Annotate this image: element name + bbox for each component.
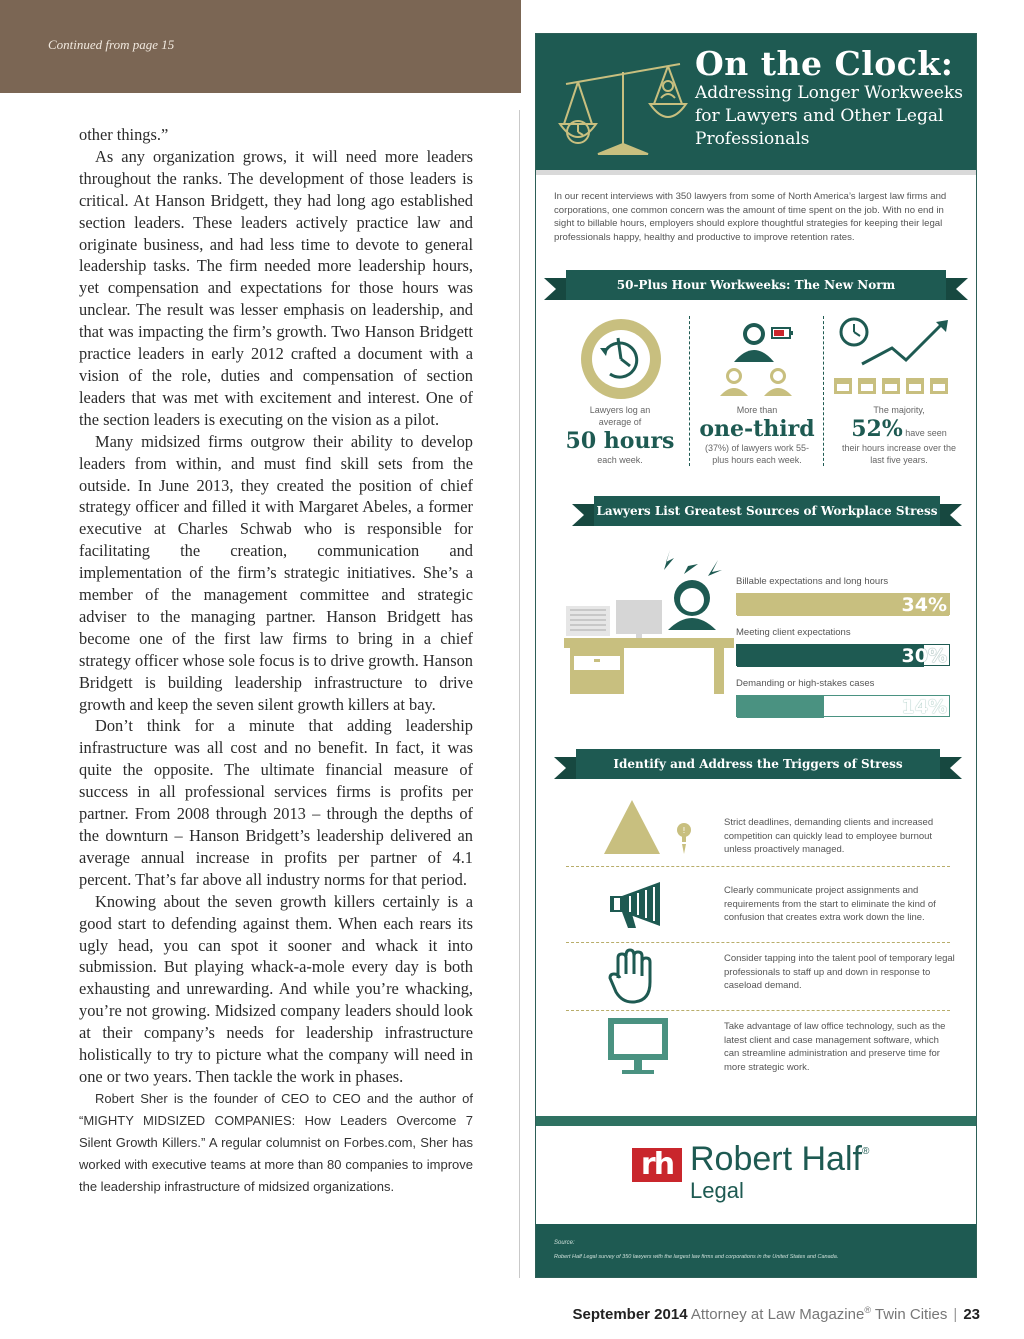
infographic-subtitle: Addressing Longer Workweeks for Lawyers and Other Legal Professionals — [695, 83, 963, 149]
stat-one-third — [692, 404, 822, 466]
stat-pre: Lawyers log an average of — [589, 405, 651, 427]
trigger-text: Consider tapping into the talent pool of temporary legal professionals to staff up and down in response to caseload demand. — [724, 953, 955, 992]
stat-inline: have seen — [905, 428, 947, 438]
ribbon-tail — [938, 757, 962, 779]
article-paragraph: As any organization grows, it will need more leaders throughout the ranks. The development of those leaders is critical. At Hanson Bridgett, they had long ago established section leaders. These leaders actively practice law and originate business, and had less time to devote to general leadership tasks. The firm needed more leadership hours, yet compensation and expectations for those hours was unclear. The result was lesser emphasis on leadership, and that was impacting the firm’s growth. Two Hanson Bridgett practice leaders in early 2012 crafted a document with a vision of the role, duties and compensation of section leaders that was met with excitement and interest. One of the section leaders is executing on the vision as a pilot. — [79, 146, 473, 429]
clock-icon — [578, 316, 664, 402]
trigger-text: Take advantage of law office technology, such as the latest client and case management software, which can streamline administration and preserve time for more strategic work. — [724, 1021, 946, 1073]
stat-value: 50 hours — [565, 428, 675, 454]
article-paragraph: other things.” — [79, 125, 169, 144]
source-label: Source: — [554, 1240, 575, 1246]
stat-post: each week. — [597, 455, 643, 465]
article-body — [79, 124, 473, 1198]
infographic-title: On the Clock: — [695, 44, 954, 83]
bar-fill — [737, 645, 924, 667]
stat-pre: More than — [736, 405, 778, 415]
page-number: 23 — [963, 1306, 980, 1323]
article-paragraph: Don’t think for a minute that adding leadership infrastructure was all cost and no benefit. In fact, it was quite the opposite. The ultimate financial measure of success in all professional services firms is profits per partner. From 2008 through 2013 – through the depths of the downturn – Hanson Bridgett’s leadership delivered an average annual increase in profits per partner of 4.1 percent. That’s far above all industry norms for that period. — [79, 716, 473, 889]
header-band — [0, 0, 521, 93]
footer-magazine: Attorney at Law Magazine — [690, 1306, 865, 1323]
bar-percent: 34% — [901, 594, 947, 616]
hand-icon — [608, 948, 654, 1004]
section-ribbon — [544, 270, 968, 300]
trigger-text: Clearly communicate project assignments and requirements from the start to eliminate the kind of confusion that creates extra work down the line. — [724, 885, 936, 924]
stress-bar — [736, 593, 950, 615]
people-icon — [716, 318, 816, 398]
section-heading: 50-Plus Hour Workweeks: The New Norm — [566, 270, 946, 300]
footer-edition: Twin Cities — [874, 1306, 948, 1323]
stat-value: 52% — [851, 416, 903, 442]
stress-bar — [736, 695, 950, 717]
monitor-icon — [606, 1016, 670, 1078]
footer-date: September 2014 — [572, 1306, 688, 1323]
infographic-header — [536, 34, 976, 170]
infographic — [535, 33, 977, 1278]
header-divider — [536, 170, 976, 175]
stat-post: their hours increase over the last five years. — [841, 443, 957, 465]
trigger-divider — [566, 866, 950, 867]
bar-label: Billable expectations and long hours — [736, 576, 889, 587]
footer-separator: | — [953, 1306, 958, 1323]
growth-chart-icon — [832, 316, 956, 398]
source-text: Robert Half Legal survey of 350 lawyers with the largest law firms and corporations in the United States and Canada. — [554, 1254, 839, 1260]
ribbon-tail — [944, 278, 968, 300]
bar-label: Demanding or high-stakes cases — [736, 678, 875, 689]
article-paragraph: Knowing about the seven growth killers certainly is a good start to defending against them. When each rears its ugly head, you can spot it sooner and whack it into submission. But playing whack-a-mole every day is both exhausting and unrewarding. And while you’re whacking, you’re not growing. Midsized company leaders should look at their company’s needs for leadership infrastructure holistically to try to picture what the company will need in one or two years. Then tackle the work in phases. — [79, 891, 473, 1086]
trigger-divider — [566, 1010, 950, 1011]
section-ribbon — [572, 496, 962, 526]
footer-reg: ® — [864, 1305, 871, 1315]
stat-majority — [826, 404, 972, 466]
ribbon-tail — [544, 278, 568, 300]
stress-bar — [736, 644, 950, 666]
warning-triangle-icon — [602, 798, 698, 858]
ribbon-tail — [938, 504, 962, 526]
page-footer — [572, 1305, 980, 1323]
article-paragraph: Many midsized firms outgrow their ability to develop leaders from within, and must find skill sets from the outside. In June 2013, they created the position of chief strategy officer and filled it with Margaret Abeles, a former executive at Charles Schwab who is responsible for facilitating the creation, communication and implementation of the firm’s strategic initiatives. She’s a member of the management committee and strategic adviser to the managing partner. Hanson Bridgett has become one of the first law firms to bring in a chief strategy officer whose sole focus is to drive growth. Hanson Bridgett is building leadership infrastructure to drive growth and keep the seven silent growth killers at bay. — [79, 431, 473, 714]
bar-percent: 30% — [901, 645, 947, 667]
source-band — [536, 1224, 976, 1278]
ribbon-tail — [554, 757, 578, 779]
logo-sub: Legal — [690, 1178, 744, 1203]
stat-value: one-third — [699, 416, 815, 442]
bar-fill — [737, 696, 824, 718]
section-heading: Identify and Address the Triggers of Stress — [576, 749, 940, 779]
megaphone-icon — [606, 880, 670, 932]
stressed-desk-icon — [564, 546, 734, 696]
infographic-intro: In our recent interviews with 350 lawyers from some of North America’s largest law firms and corporations, one common concern was the amount of time spent on the job. With no end in sight to billable hours, employers should explore thoughtful strategies for keeping their legal professionals happy, healthy and productive to improve retention rates. — [554, 191, 947, 243]
section-heading: Lawyers List Greatest Sources of Workplace Stress — [594, 496, 940, 526]
continued-note: Continued from page 15 — [48, 37, 175, 52]
bar-percent: 14% — [901, 696, 947, 718]
stat-post: (37%) of lawyers work 55-plus hours each week. — [704, 443, 810, 465]
bar-label: Meeting client expectations — [736, 627, 851, 638]
scales-of-justice-icon — [558, 46, 688, 162]
bottom-band — [536, 1116, 976, 1126]
section-ribbon — [554, 749, 962, 779]
stat-pre: The majority, — [873, 405, 925, 415]
stat-hours — [546, 404, 694, 466]
logo-name: Robert Half® — [690, 1140, 870, 1178]
logo-mark: rh — [632, 1148, 682, 1182]
trigger-text: Strict deadlines, demanding clients and increased competition can quickly lead to employee burnout unless proactively managed. — [724, 817, 934, 856]
trigger-divider — [566, 942, 950, 943]
svg-text:!: ! — [682, 826, 686, 835]
column-divider — [519, 110, 520, 1278]
ribbon-tail — [572, 504, 596, 526]
stat-divider — [823, 316, 824, 466]
author-bio: Robert Sher is the founder of CEO to CEO and the author of “MIGHTY MIDSIZED COMPANIES: How Leaders Overcome 7 Silent Growth Killers.” A regular columnist on Forbes.com, Sher has worked with executive teams at more than 80 companies to improve the leadership infrastructure of midsized organizations. — [79, 1090, 473, 1194]
